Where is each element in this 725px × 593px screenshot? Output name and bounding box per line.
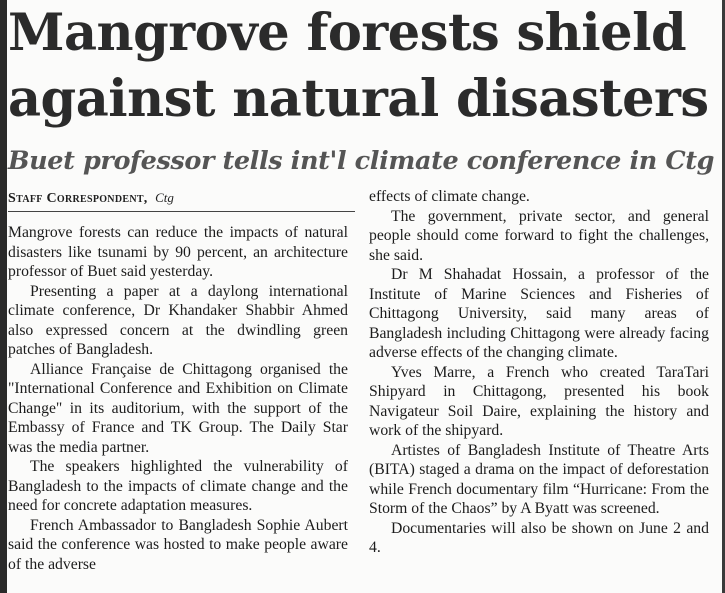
paragraph: The speakers highlighted the vulnerability of Bangladesh to the impacts of climate change and the need for concrete adaptation measures. (8, 458, 348, 514)
paragraph: Documentaries will also be shown on June 2 and 4. (369, 519, 709, 556)
right-column (369, 187, 709, 558)
paragraph: French Ambassador to Bangladesh Sophie Aubert said the conference was hosted to make people aware of the adverse (8, 516, 348, 573)
byline-divider (8, 211, 355, 212)
headline-line-2: against natural disasters (8, 69, 709, 129)
paragraph: Presenting a paper at a daylong international climate conference, Dr Khandaker Shabbir Ahmed also expressed concern at the dwindling green patches of Bangladesh. (8, 282, 348, 358)
paragraph: effects of climate change. (369, 188, 530, 205)
paragraph: Alliance Française de Chittagong organised the "International Conference and Exhibition on Climate Change" in its auditorium, with the support of the Embassy of France and TK Group. The Daily Star was the media partner. (8, 360, 348, 456)
paragraph: Artistes of Bangladesh Institute of Theatre Arts (BITA) staged a drama on the impact of deforestation while French documentary film “Hurricane: From the Storm of the Chaos” by A Byatt was screened. (369, 441, 709, 517)
left-border (0, 0, 7, 593)
byline (8, 188, 355, 209)
byline-name: Staff Correspondent, (8, 191, 148, 206)
headline (8, 0, 720, 132)
left-column (8, 223, 348, 574)
paragraph: Dr M Shahadat Hossain, a professor of the Institute of Marine Sciences and Fisheries of Chittagong University, said many areas of Bangladesh including Chittagong were already facing adverse effects of the changing climate. (369, 266, 709, 361)
paragraph: The government, private sector, and general people should come forward to fight the challenges, she said. (369, 207, 709, 264)
byline-location: Ctg (155, 190, 174, 205)
paragraph: Yves Marre, a French who created TaraTari Shipyard in Chittagong, presented his book Navigateur Soil Daire, explaining the history and work of the shipyard. (369, 363, 709, 439)
paragraph: Mangrove forests can reduce the impacts of natural disasters like tsunami by 90 percent, an architecture professor of Buet said yesterday. (8, 224, 348, 280)
headline-line-1: Mangrove forests shield (8, 3, 687, 63)
subheadline: Buet professor tells int'l climate conference in Ctg (8, 146, 715, 176)
